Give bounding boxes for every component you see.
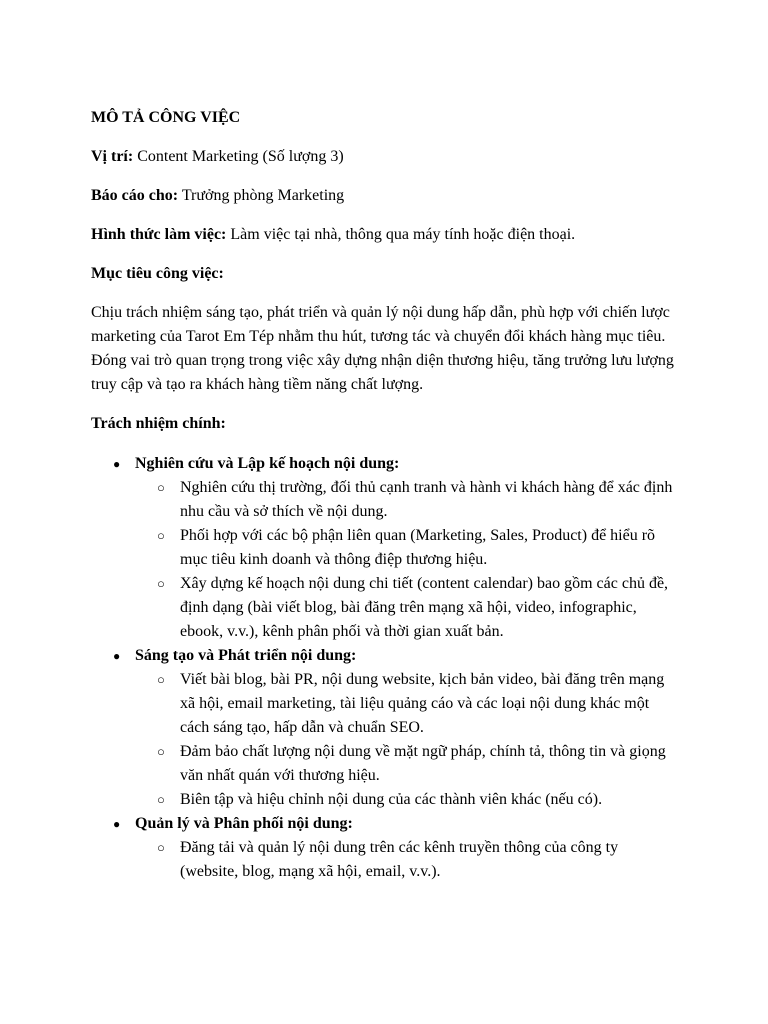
responsibilities-heading: Trách nhiệm chính:	[91, 415, 226, 432]
list-item-text: Đảm bảo chất lượng nội dung về mặt ngữ pháp, chính tả, thông tin và giọng văn nhất quán với thương hiệu.	[180, 743, 666, 784]
position-label: Vị trí:	[91, 148, 134, 165]
list-item	[157, 788, 676, 812]
responsibility-sublist	[135, 668, 676, 812]
report-field	[91, 184, 676, 208]
report-label: Báo cáo cho:	[91, 187, 179, 204]
goal-paragraph: Chịu trách nhiệm sáng tạo, phát triển và quản lý nội dung hấp dẫn, phù hợp với chiến lược marketing của Tarot Em Tép nhằm thu hút, tương tác và chuyển đổi khách hàng mục tiêu. Đóng vai trò quan trọng trong việc xây dựng nhận diện thương hiệu, tăng trưởng lưu lượng truy cập và tạo ra khách hàng tiềm năng chất lượng.	[91, 304, 674, 393]
goal-label: Mục tiêu công việc:	[91, 265, 224, 282]
report-value: Trưởng phòng Marketing	[178, 187, 345, 204]
list-item	[157, 740, 676, 788]
responsibilities-list	[91, 452, 676, 884]
bullet-icon: ●	[113, 457, 121, 471]
list-item	[157, 836, 676, 884]
responsibility-heading: Sáng tạo và Phát triển nội dung:	[135, 647, 357, 664]
responsibility-sublist	[135, 476, 676, 644]
goal-heading	[91, 262, 676, 286]
list-item	[157, 476, 676, 524]
responsibility-group-distribution	[113, 812, 676, 884]
circle-bullet-icon: ○	[157, 528, 165, 543]
circle-bullet-icon: ○	[157, 840, 165, 855]
circle-bullet-icon: ○	[157, 792, 165, 807]
list-item-text: Đăng tải và quản lý nội dung trên các kênh truyền thông của công ty (website, blog, mạng xã hội, email, v.v.).	[180, 839, 619, 880]
circle-bullet-icon: ○	[157, 672, 165, 687]
work-mode-label: Hình thức làm việc:	[91, 226, 227, 243]
responsibility-sublist	[135, 836, 676, 884]
list-item-text: Nghiên cứu thị trường, đối thủ cạnh tranh và hành vi khách hàng để xác định nhu cầu và sở thích về nội dung.	[180, 479, 673, 520]
position-field	[91, 145, 676, 169]
responsibility-heading: Nghiên cứu và Lập kế hoạch nội dung:	[135, 455, 400, 472]
list-item	[157, 572, 676, 644]
work-mode-field	[91, 223, 676, 247]
circle-bullet-icon: ○	[157, 480, 165, 495]
list-item-text: Phối hợp với các bộ phận liên quan (Marketing, Sales, Product) để hiểu rõ mục tiêu kinh doanh và thông điệp thương hiệu.	[180, 527, 656, 568]
list-item-text: Xây dựng kế hoạch nội dung chi tiết (content calendar) bao gồm các chủ đề, định dạng (bài viết blog, bài đăng trên mạng xã hội, video, infographic, ebook, v.v.), kênh phân phối và thời gian xuất bản.	[180, 575, 669, 640]
work-mode-value: Làm việc tại nhà, thông qua máy tính hoặc điện thoại.	[226, 226, 576, 243]
list-item-text: Biên tập và hiệu chỉnh nội dung của các thành viên khác (nếu có).	[180, 791, 603, 808]
bullet-icon: ●	[113, 649, 121, 663]
position-value: Content Marketing (Số lượng 3)	[133, 148, 344, 165]
responsibility-group-creation	[113, 644, 676, 812]
responsibility-group-research	[113, 452, 676, 644]
circle-bullet-icon: ○	[157, 744, 165, 759]
bullet-icon: ●	[113, 817, 121, 831]
list-item-text: Viết bài blog, bài PR, nội dung website, kịch bản video, bài đăng trên mạng xã hội, email marketing, tài liệu quảng cáo và các loại nội dung khác một cách sáng tạo, hấp dẫn và chuẩn SEO.	[180, 671, 665, 736]
document-title: MÔ TẢ CÔNG VIỆC	[91, 109, 241, 126]
circle-bullet-icon: ○	[157, 576, 165, 591]
responsibility-heading: Quản lý và Phân phối nội dung:	[135, 815, 353, 832]
list-item	[157, 668, 676, 740]
list-item	[157, 524, 676, 572]
